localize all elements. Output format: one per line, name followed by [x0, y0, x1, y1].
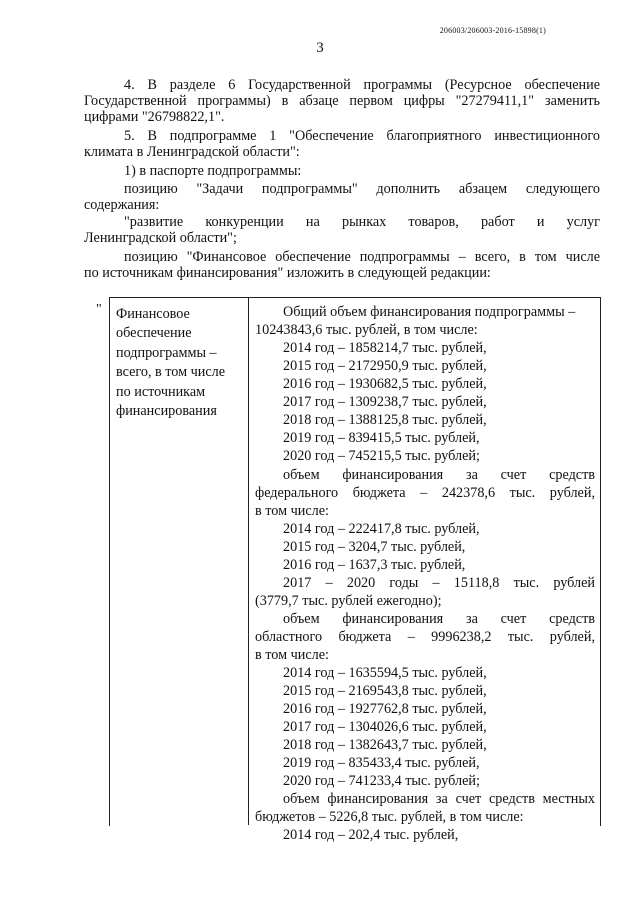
total-line-2: 10243843,6 тыс. рублей, в том числе: — [255, 322, 478, 338]
paragraph-5-line-1: 5. В подпрограмме 1 "Обеспечение благоприятного инвестиционного — [124, 128, 600, 144]
document-id: 206003/206003-2016-15898(1) — [439, 26, 546, 35]
left-cell-line: обеспечение — [116, 325, 192, 342]
total-year-line: 2016 год – 1930682,5 тыс. рублей, — [283, 376, 487, 392]
regional-year-line: 2020 год – 741233,4 тыс. рублей; — [283, 773, 480, 789]
paragraph-5-quote-line-2: Ленинградской области"; — [84, 230, 237, 246]
local-line-1: объем финансирования за счет средств местных — [283, 791, 595, 807]
paragraph-5-subitem-1: 1) в паспорте подпрограммы: — [124, 163, 302, 179]
federal-2017-2020-line-2: (3779,7 тыс. рублей ежегодно); — [255, 593, 442, 609]
left-cell-line: всего, в том числе — [116, 364, 226, 381]
left-cell-line: подпрограммы – — [116, 344, 217, 361]
regional-year-line: 2019 год – 835433,4 тыс. рублей, — [283, 755, 480, 771]
left-cell-line: по источникам — [116, 383, 206, 400]
table-open-quote: " — [96, 302, 102, 317]
paragraph-4-line-2: Государственной программы) в абзаце первом цифры "27279411,1" заменить — [84, 93, 600, 109]
total-year-line: 2017 год – 1309238,7 тыс. рублей, — [283, 394, 487, 410]
regional-year-line: 2017 год – 1304026,6 тыс. рублей, — [283, 719, 487, 735]
regional-line-1: объем финансирования за счет средств — [283, 611, 595, 627]
paragraph-4-line-1: 4. В разделе 6 Государственной программы (Ресурсное обеспечение — [124, 77, 600, 93]
paragraph-5-position-2-line-1: позицию "Финансовое обеспечение подпрограммы – всего, в том числе — [124, 249, 600, 265]
total-year-line: 2019 год – 839415,5 тыс. рублей, — [283, 430, 480, 446]
paragraph-5-position-1-line-2: содержания: — [84, 197, 160, 213]
federal-line-2: федерального бюджета – 242378,6 тыс. рублей, — [255, 485, 595, 501]
regional-year-line: 2016 год – 1927762,8 тыс. рублей, — [283, 701, 487, 717]
paragraph-5-line-2: климата в Ленинградской области": — [84, 144, 300, 160]
federal-year-line: 2016 год – 1637,3 тыс. рублей, — [283, 557, 466, 573]
regional-year-line: 2015 год – 2169543,8 тыс. рублей, — [283, 683, 487, 699]
total-year-line: 2014 год – 1858214,7 тыс. рублей, — [283, 340, 487, 356]
federal-year-line: 2015 год – 3204,7 тыс. рублей, — [283, 539, 466, 555]
paragraph-4-line-3: цифрами "26798822,1". — [84, 109, 225, 125]
table-column-divider — [248, 297, 249, 825]
local-line-2: бюджетов – 5226,8 тыс. рублей, в том числе: — [255, 809, 524, 825]
regional-year-line: 2014 год – 1635594,5 тыс. рублей, — [283, 665, 487, 681]
left-cell-line: финансирования — [116, 403, 217, 420]
total-line-1: Общий объем финансирования подпрограммы – — [283, 304, 576, 320]
total-year-line: 2015 год – 2172950,9 тыс. рублей, — [283, 358, 487, 374]
table-left-cell — [116, 305, 225, 421]
federal-line-1: объем финансирования за счет средств — [283, 467, 595, 483]
total-year-line: 2020 год – 745215,5 тыс. рублей; — [283, 448, 480, 464]
local-year-line: 2014 год – 202,4 тыс. рублей, — [283, 827, 459, 843]
regional-line-2: областного бюджета – 9996238,2 тыс. рублей, — [255, 629, 595, 645]
page-number: 3 — [316, 40, 324, 56]
paragraph-5-position-1-line-1: позицию "Задачи подпрограммы" дополнить абзацем следующего — [124, 181, 600, 197]
federal-year-line: 2014 год – 222417,8 тыс. рублей, — [283, 521, 480, 537]
regional-line-3: в том числе: — [255, 647, 329, 663]
paragraph-5-quote-line-1: "развитие конкуренции на рынках товаров, работ и услуг — [124, 214, 600, 230]
total-year-line: 2018 год – 1388125,8 тыс. рублей, — [283, 412, 487, 428]
regional-year-line: 2018 год – 1382643,7 тыс. рублей, — [283, 737, 487, 753]
federal-line-3: в том числе: — [255, 503, 329, 519]
federal-2017-2020-line-1: 2017 – 2020 годы – 15118,8 тыс. рублей — [283, 575, 595, 591]
left-cell-line: Финансовое — [116, 306, 190, 322]
paragraph-5-position-2-line-2: по источникам финансирования" изложить в следующей редакции: — [84, 265, 491, 281]
